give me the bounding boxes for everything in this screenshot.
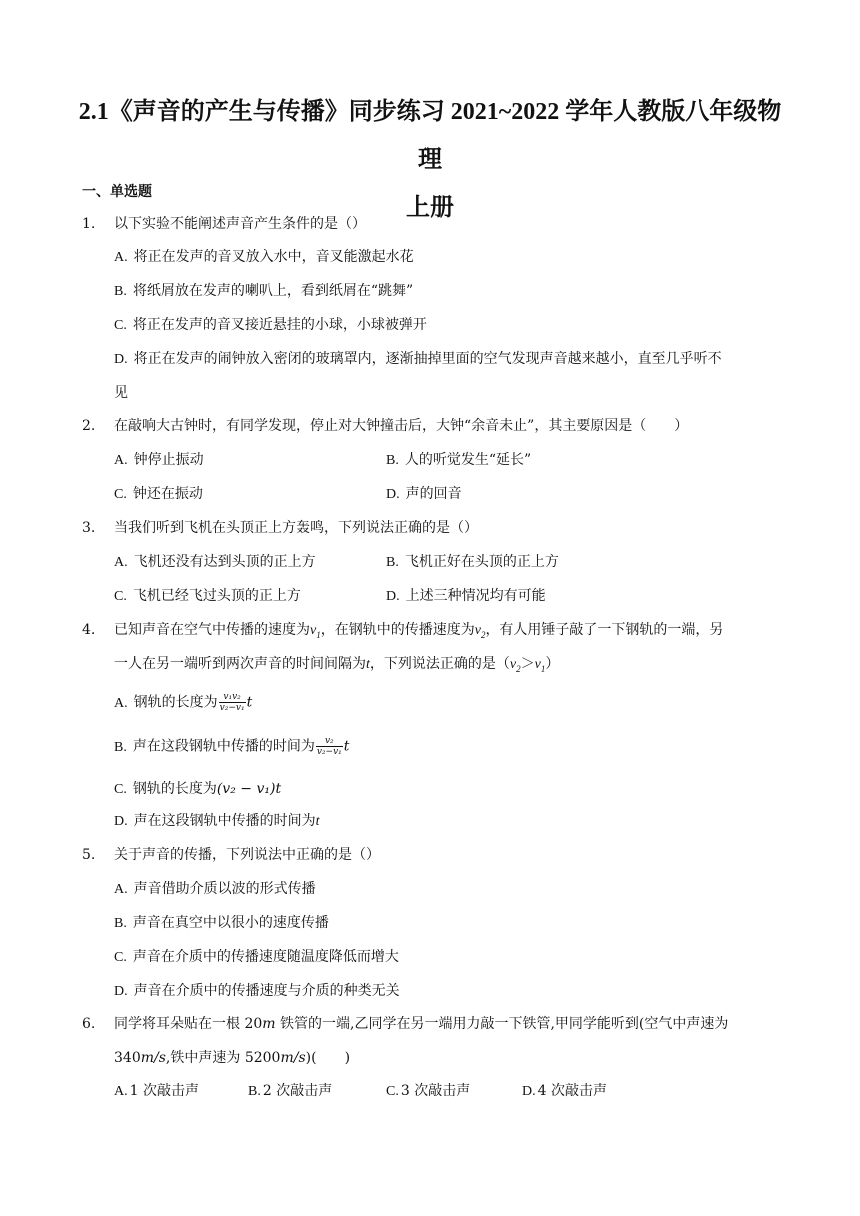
stem-text: 同学将耳朵贴在一根 20 xyxy=(114,1016,263,1032)
option-label: B. xyxy=(248,1084,261,1099)
unit-speed: m/s xyxy=(140,1050,166,1066)
question-number: 6. xyxy=(82,1016,96,1032)
option-label: A. xyxy=(114,250,128,265)
option-label: A. xyxy=(114,453,128,468)
option-a xyxy=(114,879,316,900)
option-label: B. xyxy=(114,916,127,931)
stem-text: )( ) xyxy=(305,1050,351,1066)
option-label: B. xyxy=(114,284,127,299)
fraction: $\frac{\text{v₂}}{\text{v₂−v₁}}$ xyxy=(316,736,342,757)
option-label: D. xyxy=(522,1084,536,1099)
option-d xyxy=(386,586,546,607)
stem-text: ，有人用锤子敲了一下钢轨的一端，另 xyxy=(485,622,724,638)
question-number: 1. xyxy=(82,216,96,232)
option-label: A. xyxy=(114,1084,128,1099)
option-label: C. xyxy=(114,318,127,333)
option-c xyxy=(114,779,281,800)
option-d-continuation: 见 xyxy=(114,385,128,401)
option-a xyxy=(114,450,204,471)
question-number: 4. xyxy=(82,622,96,638)
option-text: 声在这段钢轨中传播的时间为 xyxy=(133,813,316,829)
option-label: D. xyxy=(386,589,400,604)
option-text: 声音在介质中的传播速度随温度降低而增大 xyxy=(132,949,399,965)
option-label: C. xyxy=(386,1084,399,1099)
question-stem-line-2 xyxy=(114,1048,350,1068)
option-d xyxy=(114,811,320,832)
question-stem: 以下实验不能阐述声音产生条件的是（） xyxy=(114,216,366,232)
option-label: D. xyxy=(386,487,400,502)
option-text: 3 次敲击声 xyxy=(400,1083,471,1099)
stem-text: 铁管的一端,乙同学在另一端用力敲一下铁管,甲同学能听到(空气中声速为 xyxy=(275,1016,729,1032)
option-b xyxy=(114,281,413,302)
option-text: 将正在发声的音叉接近悬挂的小球，小球被弹开 xyxy=(132,317,427,333)
stem-text: ） xyxy=(545,656,560,672)
option-d xyxy=(522,1081,607,1102)
option-text: 声的回音 xyxy=(405,486,462,502)
question-stem-line-2 xyxy=(114,654,559,679)
stem-text: ，下列说法正确的是（ xyxy=(369,656,510,672)
stem-text: 340 xyxy=(114,1050,141,1066)
stem-text: ,铁中声速为 5200 xyxy=(165,1050,281,1066)
question-number: 5. xyxy=(82,847,96,863)
option-c xyxy=(114,315,427,336)
option-text: 2 次敲击声 xyxy=(262,1083,333,1099)
option-label: C. xyxy=(114,782,127,797)
stem-text: ＞ xyxy=(520,656,535,672)
unit-speed: m/s xyxy=(280,1050,306,1066)
option-text: 飞机还没有达到头顶的正上方 xyxy=(133,554,316,570)
option-text: 将正在发声的音叉放入水中，音叉能激起水花 xyxy=(133,249,414,265)
option-text: 声音在真空中以很小的速度传播 xyxy=(132,915,329,931)
variable-v1: $v_1$ xyxy=(310,623,321,640)
option-text: 飞机已经飞过头顶的正上方 xyxy=(132,588,301,604)
option-text: 1 次敲击声 xyxy=(129,1083,199,1099)
option-label: D. xyxy=(114,352,128,367)
variable-t: t xyxy=(366,657,370,672)
option-text: 飞机正好在头顶的正上方 xyxy=(404,554,559,570)
option-b xyxy=(114,913,329,934)
option-c xyxy=(114,586,301,607)
variable-v2: $v_2$ xyxy=(474,623,486,640)
option-c xyxy=(386,1081,470,1102)
option-b xyxy=(114,736,349,758)
option-text: 声音借助介质以波的形式传播 xyxy=(133,881,316,897)
math-expression: (v₂ − v₁)t xyxy=(216,781,282,797)
option-d xyxy=(114,349,722,370)
option-text: 钟停止振动 xyxy=(133,452,204,468)
variable-t: t xyxy=(315,814,320,829)
option-text: 钟还在振动 xyxy=(132,486,203,502)
document-title xyxy=(70,88,790,232)
option-c xyxy=(114,947,399,968)
question-stem: 在敲响大古钟时，有同学发现，停止对大钟撞击后，大钟“余音未止”，其主要原因是（ ） xyxy=(114,418,689,434)
option-label: B. xyxy=(114,739,127,755)
option-label: C. xyxy=(114,589,127,604)
option-text: 声在这段钢轨中传播的时间为 xyxy=(132,738,315,755)
title-line-1: 2.1《声音的产生与传播》同步练习 2021~2022 学年人教版八年级物理 xyxy=(78,99,782,173)
option-label: B. xyxy=(386,555,399,570)
option-label: D. xyxy=(114,984,128,999)
question-number: 2. xyxy=(82,418,96,434)
stem-text: ，在钢轨中的传播速度为 xyxy=(320,622,475,638)
option-text: 将纸屑放在发声的喇叭上，看到纸屑在“跳舞” xyxy=(132,283,414,299)
question-stem-line-1 xyxy=(114,1014,728,1034)
option-text: 4 次敲击声 xyxy=(537,1083,607,1099)
title-line-2: 上册 xyxy=(406,195,454,221)
option-c xyxy=(114,484,203,505)
question-number: 3. xyxy=(82,520,96,536)
option-text: 钢轨的长度为 xyxy=(132,781,217,797)
question-stem-line-1 xyxy=(114,620,723,645)
variable-t: t xyxy=(343,738,350,755)
option-text: 将正在发声的闹钟放入密闭的玻璃罩内，逐渐抽掉里面的空气发现声音越来越小，直至几乎听不 xyxy=(133,351,722,367)
unit-m: m xyxy=(262,1016,276,1032)
option-a xyxy=(114,692,252,714)
option-label: A. xyxy=(114,695,128,711)
option-a xyxy=(114,1081,199,1102)
variable-v1: $v_1$ xyxy=(534,657,546,674)
option-b xyxy=(386,450,531,471)
option-a xyxy=(114,247,414,268)
option-d xyxy=(386,484,462,505)
stem-text: 已知声音在空气中传播的速度为 xyxy=(114,622,310,638)
stem-text: 一人在另一端听到两次声音的时间间隔为 xyxy=(114,656,366,672)
option-label: A. xyxy=(114,882,128,897)
option-label: B. xyxy=(386,453,399,468)
option-text: 钢轨的长度为 xyxy=(133,694,218,711)
option-text: 声音在介质中的传播速度与介质的种类无关 xyxy=(133,983,400,999)
option-text: 上述三种情况均有可能 xyxy=(405,588,546,604)
option-text: 人的听觉发生“延长” xyxy=(404,452,532,468)
question-stem: 当我们听到飞机在头顶正上方轰鸣，下列说法正确的是（） xyxy=(114,520,478,536)
option-d xyxy=(114,981,400,1002)
option-b xyxy=(386,552,559,573)
option-label: A. xyxy=(114,555,128,570)
option-label: C. xyxy=(114,950,127,965)
option-label: C. xyxy=(114,487,127,502)
variable-v2: $v_2$ xyxy=(509,657,521,674)
fraction: $\frac{\text{v₁v₂}}{\text{v₂−v₁}}$ xyxy=(219,692,245,713)
section-heading: 一、单选题 xyxy=(82,184,152,200)
option-b xyxy=(248,1081,332,1102)
variable-t: t xyxy=(246,694,253,711)
option-a xyxy=(114,552,316,573)
option-label: D. xyxy=(114,814,128,829)
question-stem: 关于声音的传播，下列说法中正确的是（） xyxy=(114,847,380,863)
